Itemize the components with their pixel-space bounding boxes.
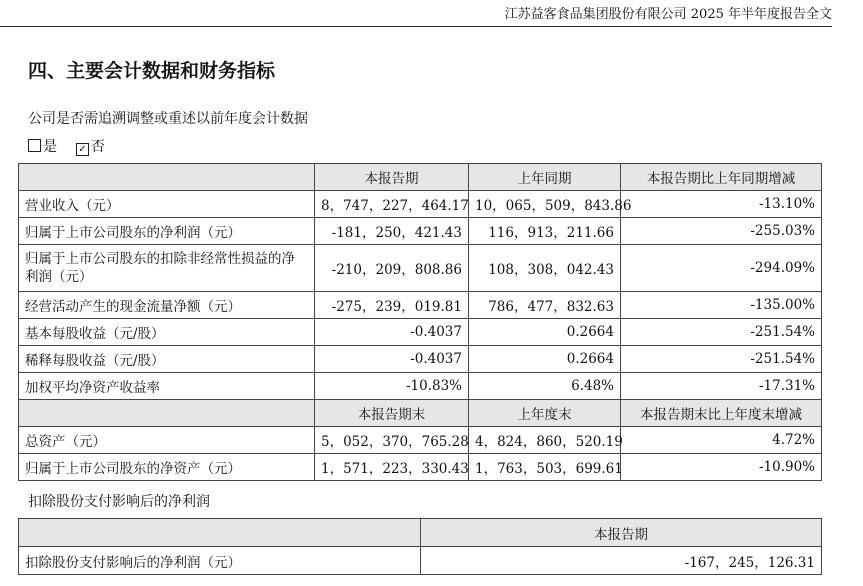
row-label: 归属于上市公司股东的扣除非经常性损益的净利润（元） xyxy=(19,245,315,292)
table-row xyxy=(19,547,822,575)
table-header-row xyxy=(19,519,822,547)
table-row xyxy=(19,245,822,292)
row-label: 总资产（元） xyxy=(19,427,315,454)
prior-period-value: 6.48% xyxy=(469,373,621,400)
financial-indicators-table xyxy=(18,163,822,481)
table-row xyxy=(19,346,822,373)
restatement-answer xyxy=(28,136,105,156)
no-label: 否 xyxy=(90,139,105,155)
header-cell: 上年度末 xyxy=(469,400,621,427)
header-cell: 本报告期末 xyxy=(315,400,469,427)
current-period-value: -0.4037 xyxy=(315,346,469,373)
table-row xyxy=(19,191,822,218)
header-cell: 本报告期末比上年度末增减 xyxy=(621,400,822,427)
row-label: 经营活动产生的现金流量净额（元） xyxy=(19,292,315,319)
row-label: 基本每股收益（元/股） xyxy=(19,319,315,346)
change-value: -17.31% xyxy=(621,373,822,400)
header-cell: 上年同期 xyxy=(469,164,621,191)
period-end-value: 5，052，370，765.28 xyxy=(315,427,469,454)
change-value: 4.72% xyxy=(621,427,822,454)
yes-label: 是 xyxy=(43,139,57,155)
table-row xyxy=(19,218,822,245)
table-row xyxy=(19,454,822,481)
current-period-value: -10.83% xyxy=(315,373,469,400)
header-cell xyxy=(19,519,421,547)
current-period-value: -181，250，421.43 xyxy=(315,218,469,245)
prior-period-value: 10，065，509，843.86 xyxy=(469,191,621,218)
row-label: 营业收入（元） xyxy=(19,191,315,218)
header-cell: 本报告期比上年同期增减 xyxy=(621,164,822,191)
section-title: 四、主要会计数据和财务指标 xyxy=(28,60,276,82)
adjusted-profit-subtitle: 扣除股份支付影响后的净利润 xyxy=(28,494,210,510)
change-value: -251.54% xyxy=(621,319,822,346)
checked-box-icon[interactable]: ✓ xyxy=(76,143,89,156)
current-period-value: -0.4037 xyxy=(315,319,469,346)
prior-period-value: 0.2664 xyxy=(469,319,621,346)
prior-year-end-value: 1，763，503，699.61 xyxy=(469,454,621,481)
row-label: 归属于上市公司股东的净资产（元） xyxy=(19,454,315,481)
prior-period-value: 108，308，042.43 xyxy=(469,245,621,292)
row-label: 加权平均净资产收益率 xyxy=(19,373,315,400)
current-period-value: 8，747，227，464.17 xyxy=(315,191,469,218)
current-period-value: -275，239，019.81 xyxy=(315,292,469,319)
table-header-row xyxy=(19,400,822,427)
header-cell xyxy=(19,400,315,427)
prior-period-value: 786，477，832.63 xyxy=(469,292,621,319)
current-period-value: -210，209，808.86 xyxy=(315,245,469,292)
change-value: -294.09% xyxy=(621,245,822,292)
prior-period-value: 0.2664 xyxy=(469,346,621,373)
change-value: -10.90% xyxy=(621,454,822,481)
row-label: 归属于上市公司股东的净利润（元） xyxy=(19,218,315,245)
header-cell xyxy=(19,164,315,191)
change-value: -251.54% xyxy=(621,346,822,373)
change-value: -13.10% xyxy=(621,191,822,218)
prior-year-end-value: 4，824，860，520.19 xyxy=(469,427,621,454)
table-row xyxy=(19,427,822,454)
adjusted-profit-value: -167，245，126.31 xyxy=(421,547,822,575)
table-row xyxy=(19,319,822,346)
restatement-question: 公司是否需追溯调整或重述以前年度会计数据 xyxy=(28,111,308,127)
period-end-value: 1，571，223，330.43 xyxy=(315,454,469,481)
table-row xyxy=(19,373,822,400)
running-header xyxy=(0,0,832,27)
unchecked-box-icon[interactable] xyxy=(28,139,41,152)
table-header-row xyxy=(19,164,822,191)
adjusted-profit-table xyxy=(18,518,822,575)
change-value: -135.00% xyxy=(621,292,822,319)
change-value: -255.03% xyxy=(621,218,822,245)
header-cell: 本报告期 xyxy=(315,164,469,191)
row-label: 扣除股份支付影响后的净利润（元） xyxy=(19,547,421,575)
table-row xyxy=(19,292,822,319)
row-label: 稀释每股收益（元/股） xyxy=(19,346,315,373)
header-cell: 本报告期 xyxy=(421,519,822,547)
prior-period-value: 116，913，211.66 xyxy=(469,218,621,245)
running-header-text: 江苏益客食品集团股份有限公司 2025 年半年度报告全文 xyxy=(504,7,832,22)
